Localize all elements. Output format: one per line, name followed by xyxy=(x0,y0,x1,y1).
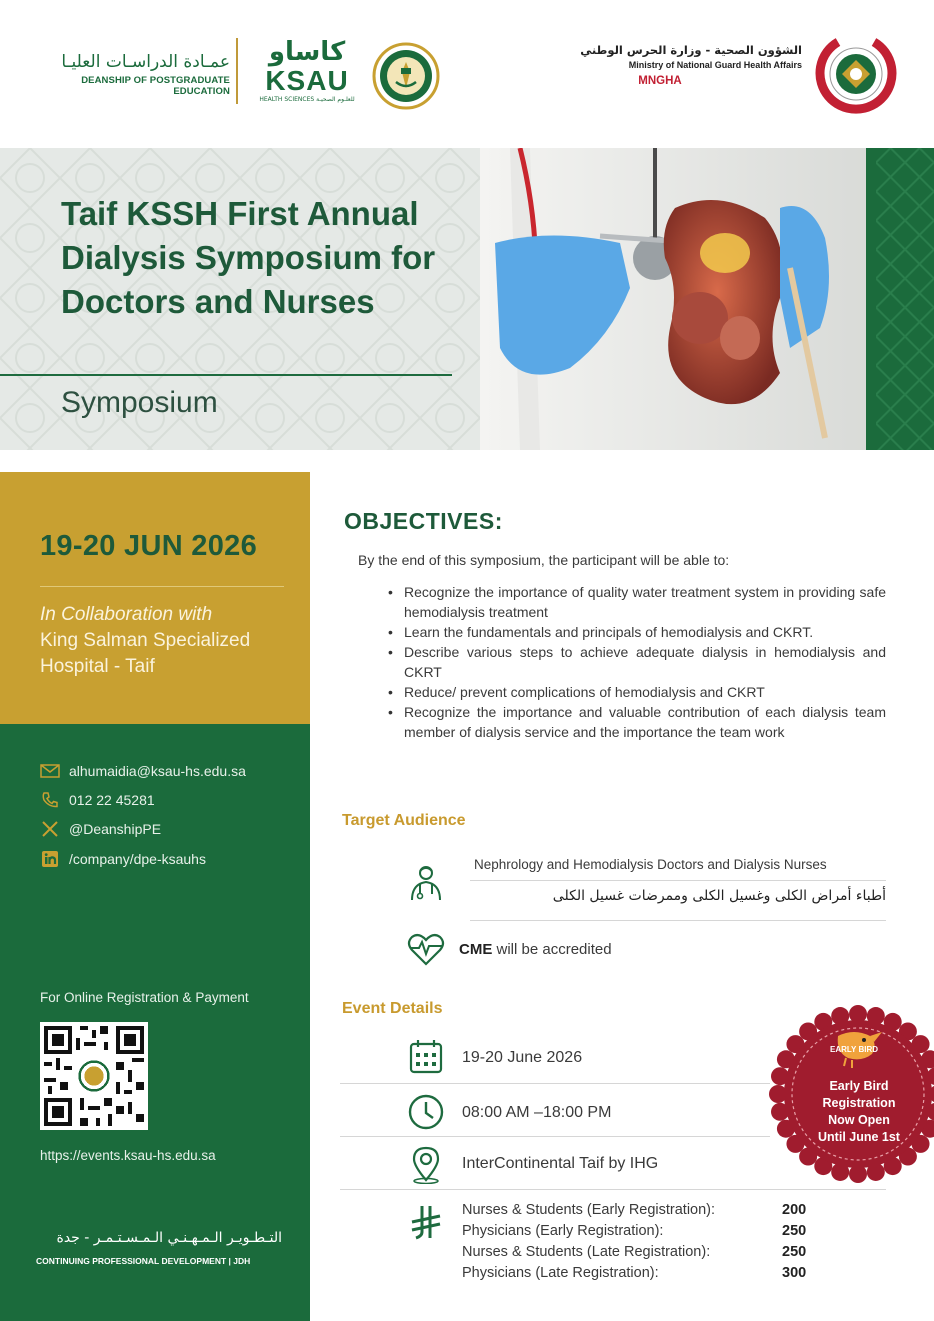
email-text: alhumaidia@ksau-hs.edu.sa xyxy=(69,763,246,779)
cme-label: CME xyxy=(459,941,493,958)
heart-pulse-icon xyxy=(406,932,446,966)
objectives-intro: By the end of this symposium, the participant will be able to: xyxy=(358,552,730,568)
mngha-english-name: Ministry of National Guard Health Affairs xyxy=(628,60,802,70)
badge-line: Until June 1st xyxy=(818,1130,900,1144)
collaboration-partner: King Salman Specialized Hospital - Taif xyxy=(40,630,251,677)
badge-text xyxy=(788,1078,930,1146)
event-venue: InterContinental Taif by IHG xyxy=(462,1155,659,1172)
fee-label: Physicians (Late Registration): xyxy=(462,1265,659,1281)
registration-url[interactable]: https://events.ksau-hs.edu.sa xyxy=(40,1148,216,1163)
stripe-pattern xyxy=(876,148,934,450)
fee-row xyxy=(462,1221,822,1242)
registration-label: For Online Registration & Payment xyxy=(40,990,249,1005)
dpe-english-name: DEANSHIP OF POSTGRADUATE EDUCATION xyxy=(81,75,230,97)
event-date: 19-20 JUN 2026 xyxy=(40,530,258,562)
riyal-currency-icon xyxy=(406,1202,446,1242)
national-guard-emblem-icon xyxy=(808,36,904,114)
date-panel xyxy=(0,472,310,724)
doctor-icon xyxy=(406,864,446,902)
event-details-heading: Event Details xyxy=(342,1000,443,1017)
target-audience-heading: Target Audience xyxy=(342,812,466,829)
objectives-list xyxy=(388,582,886,742)
badge-line: Now Open xyxy=(828,1113,890,1127)
objective-item: • Learn the fundamentals and principals of hemodialysis and CKRT. xyxy=(388,622,886,642)
fee-label: Physicians (Early Registration): xyxy=(462,1223,664,1239)
event-title: Taif KSSH First Annual Dialysis Symposium for Doctors and Nurses xyxy=(61,195,436,320)
contact-linkedin[interactable] xyxy=(40,850,206,868)
clock-icon xyxy=(406,1092,446,1132)
kidney-model-photo xyxy=(480,148,866,450)
cpd-english: CONTINUING PROFESSIONAL DEVELOPMENT | JDH xyxy=(36,1256,251,1266)
dpe-arabic-name: عمـادة الدراسـات العليـا xyxy=(61,52,230,72)
collaboration-text xyxy=(40,602,300,680)
ksau-seal-icon xyxy=(372,42,440,110)
objective-item: • Recognize the importance of quality water treatment system in providing safe hemodialysis treatment xyxy=(388,582,886,622)
header xyxy=(0,0,934,148)
contact-email[interactable] xyxy=(40,762,246,780)
cpd-arabic: التـطـويـر الـمـهـنـي الـمـسـتـمـر - جدة xyxy=(56,1230,282,1246)
target-audience-arabic: أطباء أمراض الكلى وغسيل الكلى وممرضات غسيل الكلى xyxy=(552,888,886,904)
logo-divider xyxy=(236,38,238,104)
fee-label: Nurses & Students (Late Registration): xyxy=(462,1244,711,1260)
date-divider xyxy=(40,586,284,587)
calendar-icon xyxy=(406,1036,446,1076)
contact-panel xyxy=(0,724,310,1321)
phone-text: 012 22 45281 xyxy=(69,792,155,808)
fees-table xyxy=(462,1200,822,1284)
ksau-arabic-wordmark: كاساو xyxy=(268,37,346,67)
divider xyxy=(470,880,886,881)
fee-amount: 300 xyxy=(782,1265,807,1281)
contact-phone[interactable] xyxy=(40,791,155,809)
collaboration-intro: In Collaboration with xyxy=(40,604,213,625)
phone-icon xyxy=(40,791,60,809)
event-type: Symposium xyxy=(61,386,218,419)
divider xyxy=(340,1083,770,1084)
objective-item: • Describe various steps to achieve adequate dialysis in hemodialysis and CKRT xyxy=(388,642,886,682)
location-pin-icon xyxy=(406,1144,446,1184)
fee-amount: 250 xyxy=(782,1223,807,1239)
fee-amount: 200 xyxy=(782,1202,807,1218)
fee-amount: 250 xyxy=(782,1244,807,1260)
registration-qr-code[interactable] xyxy=(40,1022,148,1130)
event-date-detail: 19-20 June 2026 xyxy=(462,1049,583,1066)
badge-line: Registration xyxy=(822,1096,896,1110)
fee-row xyxy=(462,1263,822,1284)
ksau-subtitle: HEALTH SCIENCES للعلـوم الصحيـة xyxy=(259,96,355,103)
x-handle-text: @DeanshipPE xyxy=(69,821,162,837)
x-logo-icon xyxy=(40,820,60,838)
linkedin-icon xyxy=(40,850,60,868)
cme-text: will be accredited xyxy=(492,941,612,958)
objective-item: • Recognize the importance and valuable contribution of each dialysis team member of dialysis service and the importance the team work xyxy=(388,702,886,742)
dpe-logo xyxy=(30,52,230,97)
objective-item: • Reduce/ prevent complications of hemodialysis and CKRT xyxy=(388,682,886,702)
divider xyxy=(470,920,886,921)
hero-banner xyxy=(0,148,934,450)
bird-label: EARLY BIRD xyxy=(829,1045,879,1054)
ksau-logo xyxy=(248,38,366,104)
ksau-english-wordmark: KSAU xyxy=(265,65,349,96)
badge-line: Early Bird xyxy=(829,1079,889,1093)
contact-x[interactable] xyxy=(40,820,161,838)
mail-icon xyxy=(40,762,60,780)
fee-row xyxy=(462,1242,822,1263)
mngha-abbreviation: MNGHA xyxy=(638,75,682,87)
title-underline xyxy=(0,374,452,376)
target-audience-english: Nephrology and Hemodialysis Doctors and Dialysis Nurses xyxy=(474,857,827,872)
fee-label: Nurses & Students (Early Registration): xyxy=(462,1202,716,1218)
mngha-logo-text xyxy=(580,42,802,90)
mngha-arabic-name: الشؤون الصحية - وزارة الحرس الوطني xyxy=(580,43,802,57)
event-time: 08:00 AM –18:00 PM xyxy=(462,1104,612,1121)
linkedin-text: /company/dpe-ksauhs xyxy=(69,851,206,867)
fee-row xyxy=(462,1200,822,1221)
objectives-heading: OBJECTIVES: xyxy=(344,508,503,534)
divider xyxy=(340,1189,886,1190)
cme-statement xyxy=(459,941,612,958)
divider xyxy=(340,1136,770,1137)
